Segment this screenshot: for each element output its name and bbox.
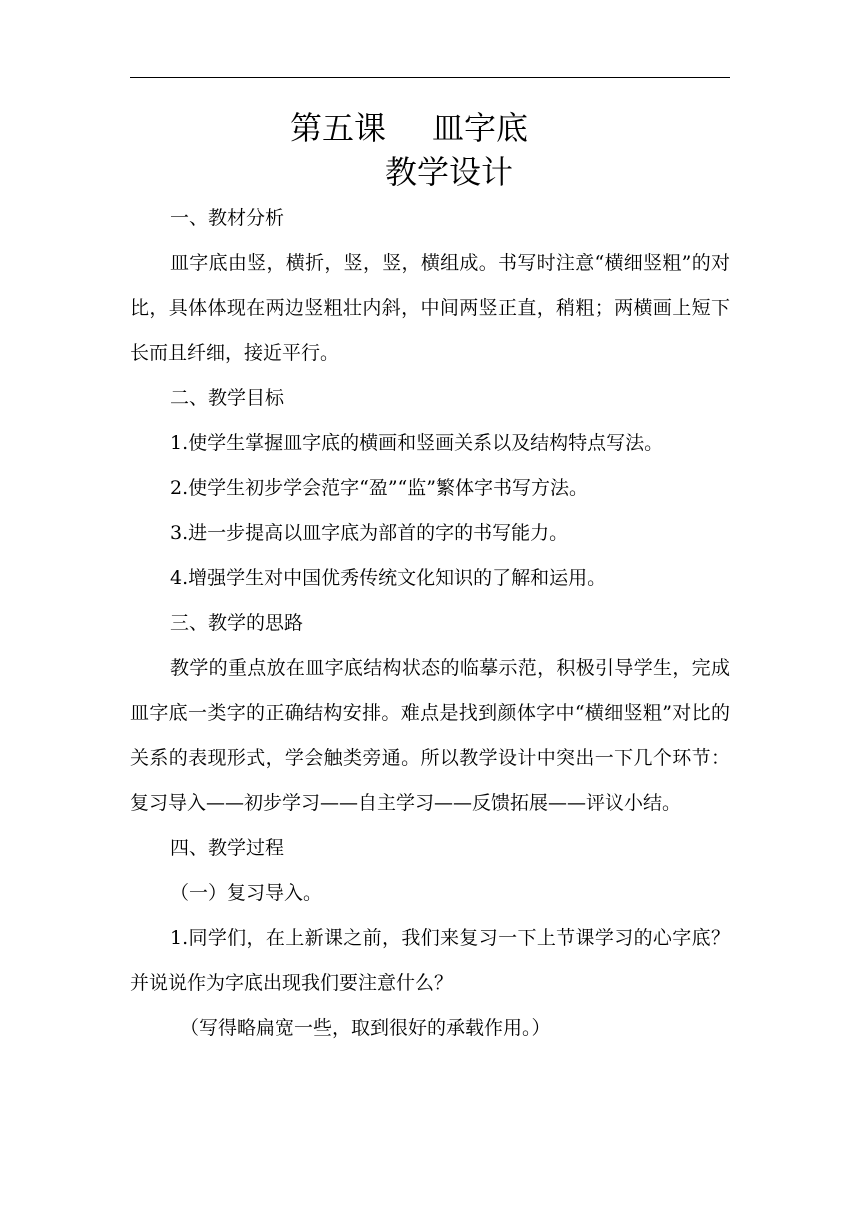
process-note: （写得略扁宽一些，取到很好的承载作用。） — [180, 1017, 551, 1039]
goal-item: 1.使学生掌握皿字底的横画和竖画关系以及结构特点写法。 — [170, 432, 664, 454]
header-rule — [130, 77, 730, 78]
goal-item: 2.使学生初步学会范字“盈”“监”繁体字书写方法。 — [170, 477, 588, 499]
goal-item: 4.增强学生对中国优秀传统文化知识的了解和运用。 — [170, 567, 607, 589]
process-subheading: （一）复习导入。 — [170, 882, 323, 904]
approach-paragraph: 教学的重点放在皿字底结构状态的临摹示范，积极引导学生，完成皿字底一类字的正确结构安排。难点是找到颜体字中“横细竖粗”对比的关系的表现形式，学会触类旁通。所以教学设计中突出一下几个环节：复习导入——初步学习——自主学习——反馈拓展——评议小结。 — [130, 657, 730, 814]
lesson-topic: 皿字底 — [432, 109, 529, 147]
document-title — [290, 108, 528, 148]
lesson-number: 第五课 — [290, 109, 387, 147]
goal-item: 3.进一步提高以皿字底为部首的字的书写能力。 — [170, 522, 569, 544]
document-body — [130, 196, 730, 1051]
section-heading-goals: 二、教学目标 — [170, 387, 285, 409]
section-heading-analysis: 一、教材分析 — [170, 207, 285, 229]
analysis-paragraph: 皿字底由竖，横折，竖，竖，横组成。书写时注意“横细竖粗”的对比，具体体现在两边竖粗壮内斜，中间两竖正直，稍粗；两横画上短下长而且纤细，接近平行。 — [130, 252, 730, 364]
process-question: 1.同学们，在上新课之前，我们来复习一下上节课学习的心字底？并说说作为字底出现我们要注意什么？ — [130, 927, 730, 994]
section-heading-process: 四、教学过程 — [170, 837, 285, 859]
section-heading-approach: 三、教学的思路 — [170, 612, 304, 634]
document-subtitle: 教学设计 — [385, 153, 514, 191]
